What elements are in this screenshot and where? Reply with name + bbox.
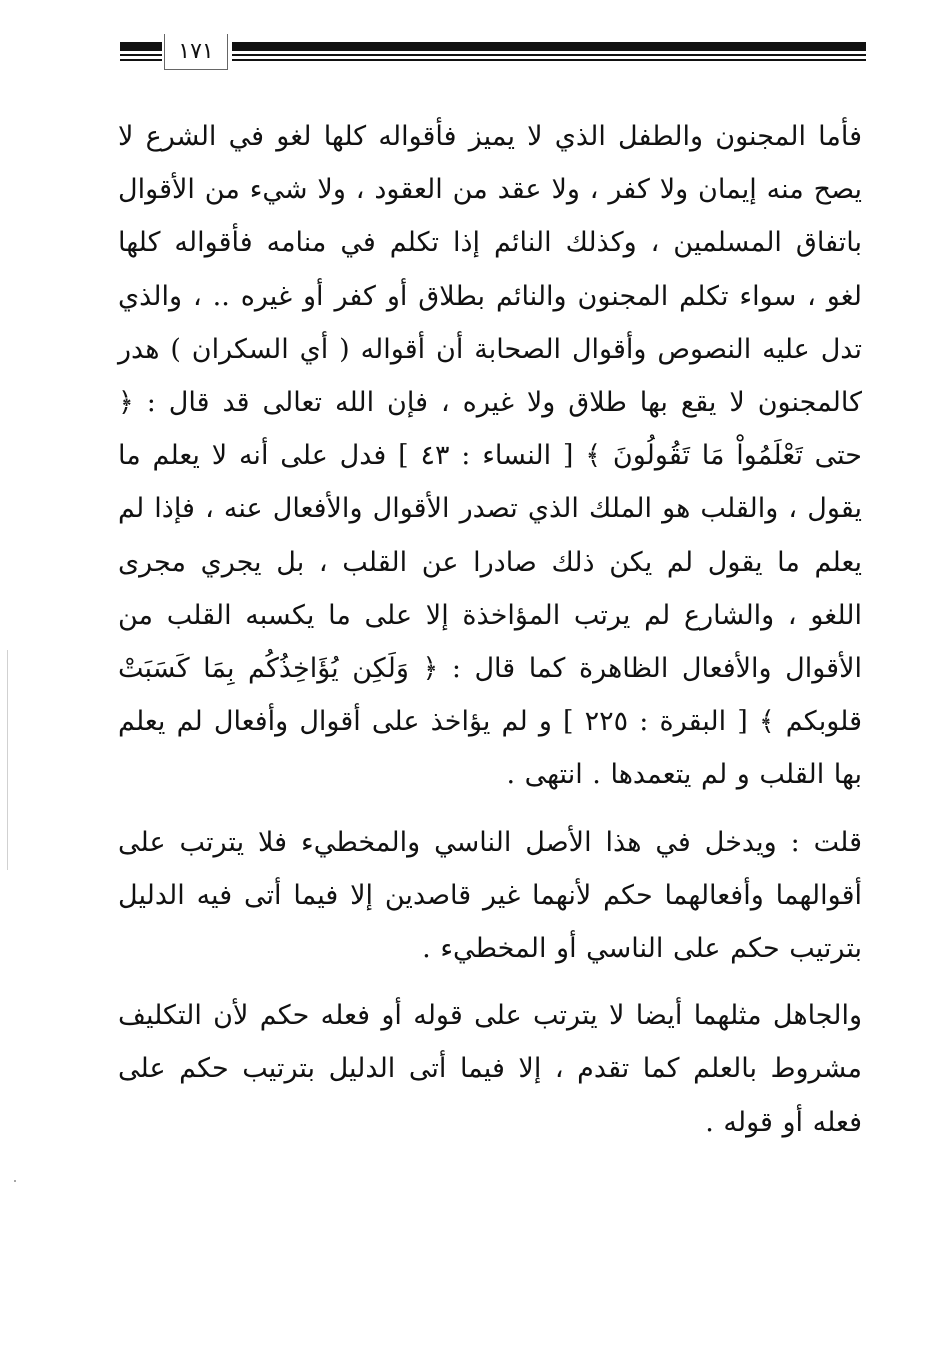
scan-speck bbox=[14, 1180, 16, 1182]
page-number: ١٧١ bbox=[178, 39, 214, 64]
scan-edge-mark bbox=[7, 650, 8, 870]
header-thick-line bbox=[120, 42, 162, 51]
header-rule-left bbox=[120, 42, 162, 64]
page-number-box bbox=[164, 34, 228, 70]
paragraph-forgetful-mistaken: قلت : ويدخل في هذا الأصل الناسي والمخطيء فلا يترتب على أقوالهما وأفعالهما حكم لأنهما غير قاصدين إلا فيما أتى فيه الدليل بترتيب حكم على الناسي أو المخطيء . bbox=[118, 826, 862, 965]
paragraph-ignorant: والجاهل مثلهما أيضا لا يترتب على قوله أو فعله حكم لأن التكليف مشروط بالعلم كما تقدم ، إلا فيما أتى الدليل بترتيب حكم على فعله أو قوله . bbox=[118, 1000, 862, 1138]
page-body-text bbox=[118, 110, 862, 1149]
header-thin-line bbox=[120, 59, 162, 61]
header-rule-right bbox=[232, 42, 866, 64]
header-thin-line bbox=[120, 54, 162, 56]
header-thin-line bbox=[232, 59, 866, 61]
page-header bbox=[120, 34, 866, 76]
paragraph-main-quote: فأما المجنون والطفل الذي لا يميز فأقواله كلها لغو في الشرع لا يصح منه إيمان ولا كفر ، ولا عقد من العقود ، ولا شيء من الأقوال باتفاق المسلمين ، وكذلك النائم إذا تكلم في منامه فأقواله كلها لغو ، سواء تكلم المجنون والنائم بطلاق أو كفر أو غيره .. ، والذي تدل عليه النصوص وأقوال الصحابة أن أقواله ( أي السكران ) هدر كالمجنون لا يقع بها طلاق ولا غيره ، فإن الله تعالى قد قال : ﴿ حتى تَعْلَمُواْ مَا تَقُولُونَ ﴾ [ النساء : ٤٣ ] فدل على أنه لا يعلم ما يقول ، والقلب هو الملك الذي تصدر الأقوال والأفعال عنه ، فإذا لم يعلم ما يقول لم يكن ذلك صادرا عن القلب ، بل يجري مجرى اللغو ، والشارع لم يرتب المؤاخذة إلا على ما يكسبه القلب من الأقوال والأفعال الظاهرة كما قال : ﴿ وَلَكِن يُؤَاخِذُكُم بِمَا كَسَبَتْ قلوبكم ﴾ [ البقرة : ٢٢٥ ] و لم يؤاخذ على أقوال وأفعال لم يعلم بها القلب و لم يتعمدها . انتهى . bbox=[118, 121, 863, 791]
header-thin-line bbox=[232, 54, 866, 56]
header-thick-line bbox=[232, 42, 866, 51]
